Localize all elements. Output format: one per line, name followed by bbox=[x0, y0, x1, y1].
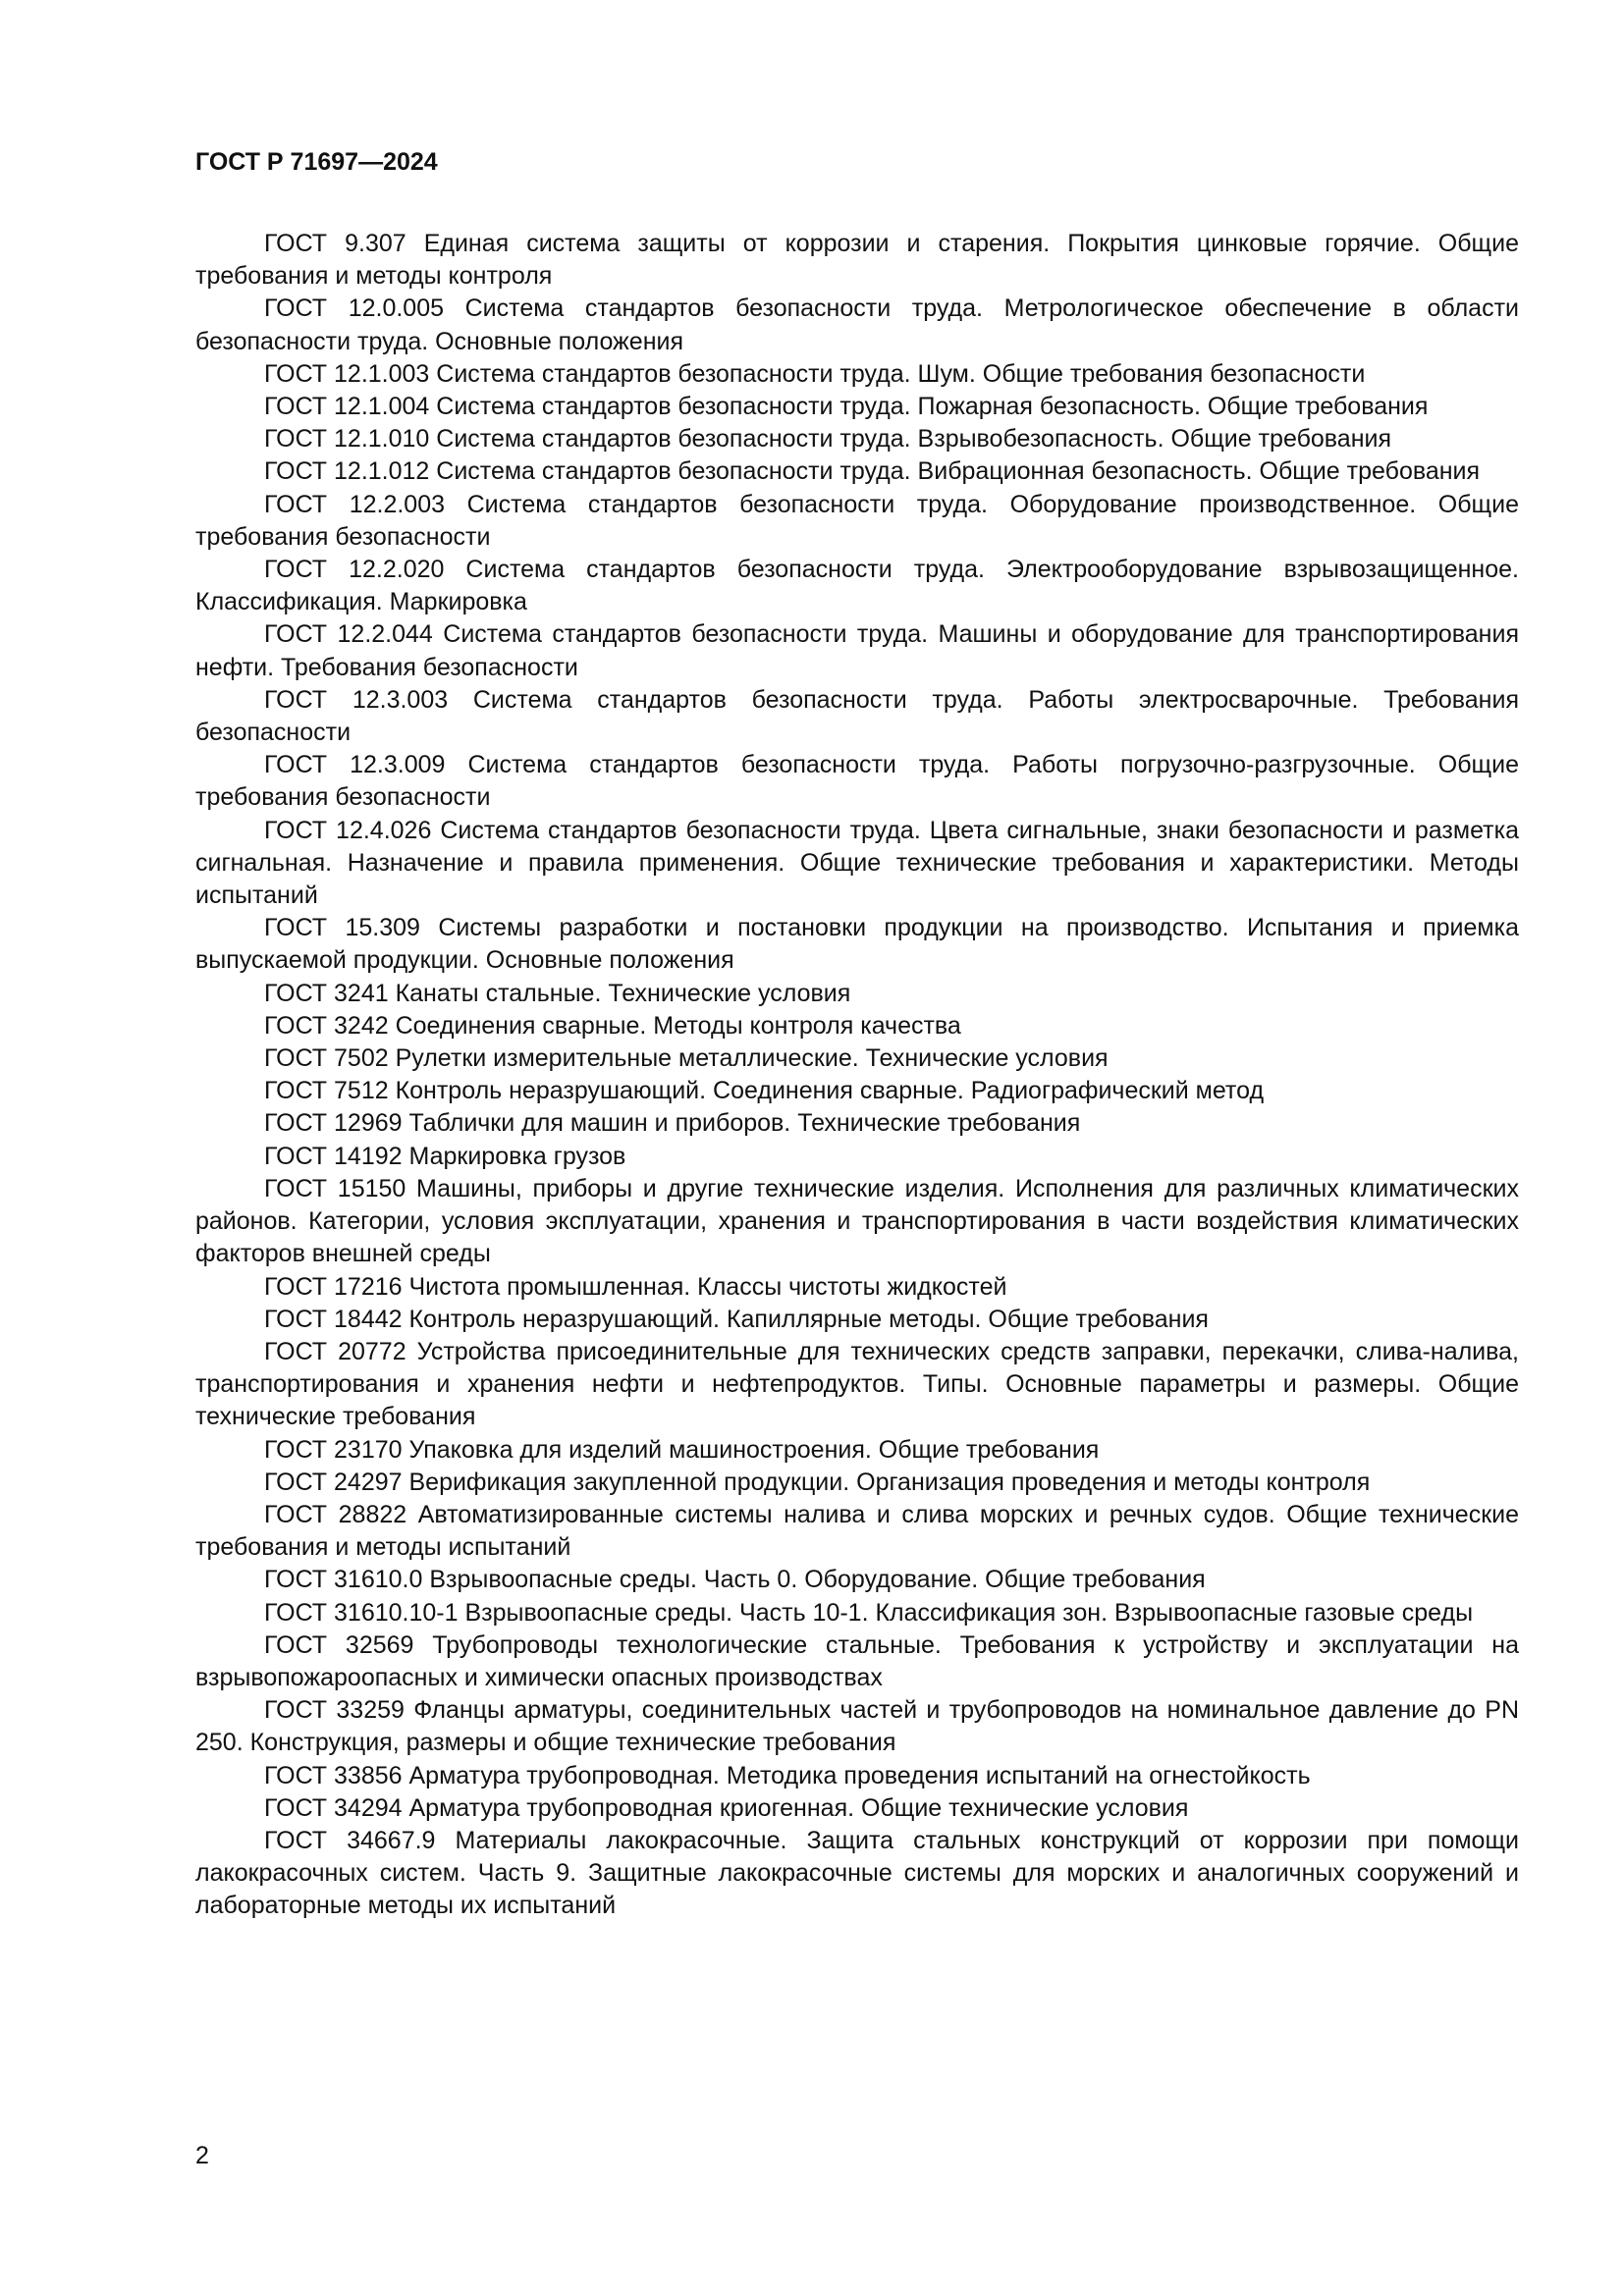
reference-entry: ГОСТ 9.307 Единая система защиты от коррозии и старения. Покрытия цинковые горячие. Общие требования и методы контроля bbox=[195, 230, 1519, 291]
reference-entry: ГОСТ 12.4.026 Система стандартов безопасности труда. Цвета сигнальные, знаки безопасности и разметка сигнальная. Назначение и правила применения. Общие технические требования и характеристики. Методы испытаний bbox=[195, 816, 1519, 910]
reference-entry: ГОСТ 12.3.009 Система стандартов безопасности труда. Работы погрузочно-разгрузочные. Общие требования безопасности bbox=[195, 751, 1519, 812]
reference-entry: ГОСТ 12.1.003 Система стандартов безопасности труда. Шум. Общие требования безопасности bbox=[264, 359, 1366, 388]
reference-entry: ГОСТ 12.1.004 Система стандартов безопасности труда. Пожарная безопасность. Общие требования bbox=[264, 393, 1429, 421]
reference-entry: ГОСТ 34667.9 Материалы лакокрасочные. Защита стальных конструкций от коррозии при помощи лакокрасочных систем. Часть 9. Защитные лакокрасочные системы для морских и аналогичных сооружений и лабораторные методы их испытаний bbox=[195, 1826, 1519, 1920]
reference-entry: ГОСТ 31610.10-1 Взрывоопасные среды. Часть 10-1. Классификация зон. Взрывоопасные газовые среды bbox=[264, 1598, 1474, 1627]
reference-entry: ГОСТ 12.2.020 Система стандартов безопасности труда. Электрооборудование взрывозащищенное. Классификация. Маркировка bbox=[195, 556, 1519, 616]
reference-entry: ГОСТ 33259 Фланцы арматуры, соединительных частей и трубопроводов на номинальное давление до PN 250. Конструкция, размеры и общие технические требования bbox=[195, 1696, 1519, 1757]
reference-entry: ГОСТ 34294 Арматура трубопроводная криогенная. Общие технические условия bbox=[264, 1793, 1189, 1822]
reference-entry: ГОСТ 24297 Верификация закупленной продукции. Организация проведения и методы контроля bbox=[264, 1468, 1371, 1496]
reference-entry: ГОСТ 33856 Арматура трубопроводная. Методика проведения испытаний на огнестойкость bbox=[264, 1761, 1311, 1789]
reference-entry: ГОСТ 28822 Автоматизированные системы налива и слива морских и речных судов. Общие технические требования и методы испытаний bbox=[195, 1500, 1519, 1562]
reference-entry: ГОСТ 3242 Соединения сварные. Методы контроля качества bbox=[264, 1011, 961, 1040]
normative-references-list bbox=[195, 228, 1519, 1923]
reference-entry: ГОСТ 7512 Контроль неразрушающий. Соединения сварные. Радиографический метод bbox=[264, 1077, 1265, 1105]
reference-entry: ГОСТ 12.2.044 Система стандартов безопасности труда. Машины и оборудование для транспортирования нефти. Требования безопасности bbox=[195, 620, 1519, 681]
reference-entry: ГОСТ 12.3.003 Система стандартов безопасности труда. Работы электросварочные. Требования безопасности bbox=[195, 685, 1519, 747]
reference-entry: ГОСТ 23170 Упаковка для изделий машиностроения. Общие требования bbox=[264, 1435, 1100, 1464]
reference-entry: ГОСТ 3241 Канаты стальные. Технические условия bbox=[264, 979, 851, 1007]
reference-entry: ГОСТ 12.0.005 Система стандартов безопасности труда. Метрологическое обеспечение в области безопасности труда. Основные положения bbox=[195, 294, 1519, 355]
reference-entry: ГОСТ 12.2.003 Система стандартов безопасности труда. Оборудование производственное. Общие требования безопасности bbox=[195, 490, 1519, 551]
reference-entry: ГОСТ 32569 Трубопроводы технологические стальные. Требования к устройству и эксплуатации на взрывопожароопасных и химически опасных производствах bbox=[195, 1630, 1519, 1691]
reference-entry: ГОСТ 20772 Устройства присоединительные для технических средств заправки, перекачки, слива-налива, транспортирования и хранения нефти и нефтепродуктов. Типы. Основные параметры и размеры. Общие технические требования bbox=[195, 1337, 1519, 1431]
document-header: ГОСТ Р 71697—2024 bbox=[195, 148, 438, 176]
reference-entry: ГОСТ 12.1.010 Система стандартов безопасности труда. Взрывобезопасность. Общие требования bbox=[264, 425, 1392, 454]
reference-entry: ГОСТ 15.309 Системы разработки и постановки продукции на производство. Испытания и приемка выпускаемой продукции. Основные положения bbox=[195, 914, 1519, 975]
reference-entry: ГОСТ 17216 Чистота промышленная. Классы чистоты жидкостей bbox=[264, 1272, 1007, 1301]
reference-entry: ГОСТ 12.1.012 Система стандартов безопасности труда. Вибрационная безопасность. Общие требования bbox=[264, 457, 1481, 486]
reference-entry: ГОСТ 14192 Маркировка грузов bbox=[264, 1142, 626, 1170]
page-number: 2 bbox=[195, 2142, 209, 2169]
reference-entry: ГОСТ 15150 Машины, приборы и другие технические изделия. Исполнения для различных климатических районов. Категории, условия эксплуатации, хранения и транспортирования в части воздействия климатических факторов внешней среды bbox=[195, 1174, 1519, 1268]
reference-entry: ГОСТ 18442 Контроль неразрушающий. Капиллярные методы. Общие требования bbox=[264, 1305, 1209, 1333]
reference-entry: ГОСТ 31610.0 Взрывоопасные среды. Часть 0. Оборудование. Общие требования bbox=[264, 1566, 1206, 1594]
reference-entry: ГОСТ 12969 Таблички для машин и приборов. Технические требования bbox=[264, 1109, 1081, 1138]
reference-entry: ГОСТ 7502 Рулетки измерительные металлические. Технические условия bbox=[264, 1044, 1109, 1073]
